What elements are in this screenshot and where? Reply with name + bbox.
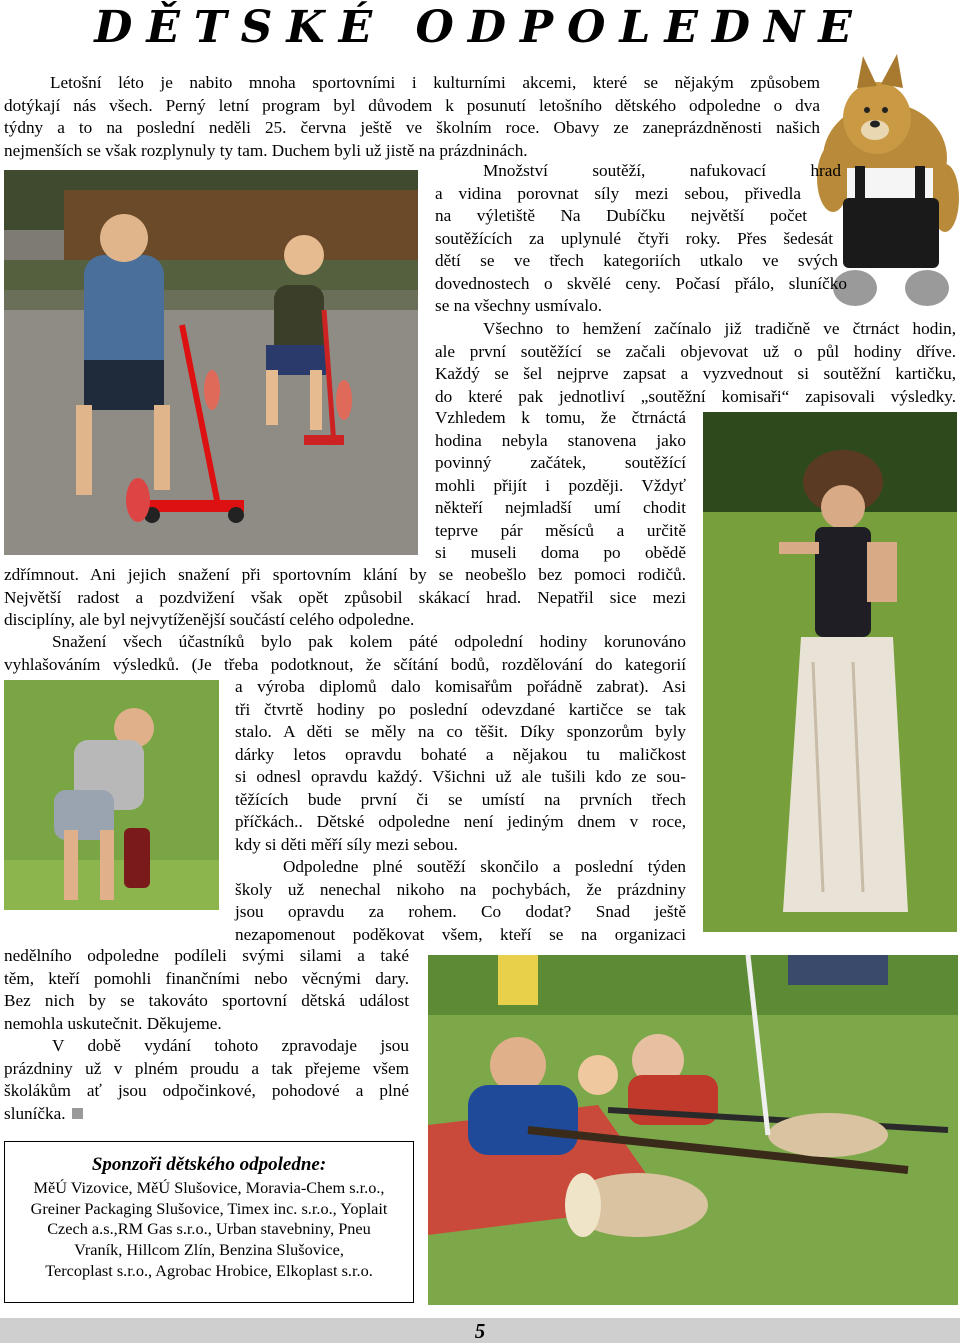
text-line-end: sluníčka. — [4, 1103, 66, 1123]
text-line: nezapomenout poděkovat všem, kteří se na organizaci — [235, 924, 686, 944]
paragraph-thanks — [4, 945, 409, 1125]
text-line: zdřímnout. Ani jejich snažení při sportovním klání by se neobešlo bez pomoci rodičů. — [4, 565, 686, 584]
text-line: Největší radost a pozdvižení však opět způsobil skákací hrad. Nepatřil sice mezi — [4, 587, 686, 607]
text-line: dotýkají nás všech. Perný letní program byl důvodem k posunutí letošního dětského odpoledne o dva — [4, 95, 820, 115]
text-line: ale první soutěžící se začali objevovat už o půl hodiny dříve. — [435, 341, 956, 361]
paragraph-intro — [4, 72, 820, 162]
text-line: dovednostech o skvělé ceny. Počasí přálo, sluníčko — [435, 273, 847, 293]
text-line: disciplíny, ale byl nejvytíženější součástí celého odpoledne. — [4, 610, 415, 629]
text-line: stalo. A děti se měly na co těšit. Díky sponzorům byly — [235, 722, 686, 741]
paragraph-prizes — [235, 676, 686, 946]
text-line: prázdniny už v plném proudu a tak přejeme všem — [4, 1058, 409, 1078]
text-line: Každý se šel nejprve zapsat a vyzvednout si soutěžní kartičku, — [435, 364, 956, 383]
text-line: na výletiště Na Dubíčku největší počet — [435, 206, 807, 225]
text-line: kdy si děti měří síly mezi sebou. — [235, 834, 458, 854]
text-line: nemohla uskutečnit. Děkujeme. — [4, 1013, 222, 1033]
text-line: týdny a to na poslední neděli 25. června ještě ve školním roce. Obavy ze zaneprázdněnosti našich — [4, 118, 820, 137]
text-line: Všechno to hemžení začínalo již tradičně ve čtrnáct hodin, — [483, 319, 956, 338]
text-line: nedělního odpoledne podíleli svými silami a také — [4, 946, 409, 965]
sponsor-line: Vraník, Hillcom Zlín, Benzina Slušovice, — [74, 1240, 344, 1260]
text-line: hodina nebyla stanovena jako — [435, 430, 686, 450]
text-line — [4, 1103, 409, 1126]
text-line: Odpoledne plné soutěží skončilo a poslední týden — [283, 857, 686, 876]
paragraph-start — [435, 318, 956, 408]
paragraph-competitions — [435, 160, 847, 318]
text-line: soutěžících za uplynulé čtyři roky. Přes šedesát — [435, 228, 833, 248]
photo-children-on-scooters — [4, 170, 418, 555]
sponsor-line: Greiner Packaging Slušovice, Timex inc. s.r.o., Yoplait — [30, 1198, 388, 1218]
sponsor-line: Tercoplast s.r.o., Agrobac Hrobice, Elkoplast s.r.o. — [45, 1260, 373, 1280]
text-line: Letošní léto je nabito mnoha sportovními i kulturními akcemi, které se nějakým způsobem — [50, 73, 820, 92]
text-line: školy už nenechal nikoho na pochybách, že prázdniny — [235, 879, 686, 899]
sponsor-line: Czech a.s.,RM Gas s.r.o., Urban stavebniny, Pneu — [47, 1219, 371, 1239]
photo-air-rifle-shooting — [428, 955, 958, 1305]
paragraph-late-arrivals — [435, 407, 686, 565]
text-line: dárky letos opravdu bohaté a nějakou tu maličkost — [235, 744, 686, 764]
page-number: 5 — [474, 1319, 486, 1343]
text-line: těžících bude první či se umístí na prvních třech — [235, 789, 686, 809]
text-line: V době vydání tohoto zpravodaje jsou — [52, 1036, 409, 1055]
text-line: si museli doma po obědě — [435, 543, 686, 562]
photo-boy-with-extinguisher — [4, 680, 219, 910]
paragraph-castle — [4, 564, 686, 632]
sponsors-heading: Sponzoři dětského odpoledne: — [91, 1154, 327, 1175]
text-line: do které pak jednotliví „soutěžní komisaři“ zapisovali výsledky. — [435, 386, 956, 406]
text-line: nejmenších se však rozplynuly ty tam. Duchem byli už jistě na prázdninách. — [4, 140, 528, 160]
text-line: povinný začátek, soutěžící — [435, 453, 686, 472]
text-line: jsou opravdu za rohem. Co dodat? Snad ještě — [235, 902, 686, 921]
photo-sack-race-girl — [703, 412, 957, 932]
text-line: tři čtvrtě hodiny po poslední odevzdané kartičce se tak — [235, 699, 686, 719]
text-line: Vzhledem k tomu, že čtrnáctá — [435, 408, 686, 427]
text-line: těm, kteří pomohli finančními nebo věcnými dary. — [4, 968, 409, 988]
text-line: dětí se ve třech kategoriích utkalo ve svých — [435, 251, 838, 270]
text-line: si odnesl opravdu každý. Všichni už ale tušili kdo ze sou- — [235, 767, 686, 786]
text-line: Snažení všech účastníků bylo pak kolem páté odpolední hodiny korunováno — [52, 632, 686, 651]
text-line: někteří nejmladší umí chodit — [435, 498, 686, 517]
sponsors-box — [4, 1141, 414, 1303]
text-line: se na všechny usmívalo. — [435, 296, 603, 315]
text-line: a vidina porovnat síly mezi sebou, přivedla — [435, 183, 801, 203]
text-line: mohli přijít i později. Vždyť — [435, 475, 686, 495]
paragraph-results — [4, 631, 686, 676]
end-square-icon — [72, 1108, 83, 1119]
text-line: Množství soutěží, nafukovací hrad — [483, 161, 841, 180]
text-line: a výroba diplomů dalo komisařům pořádně zabrat). Asi — [235, 677, 686, 696]
text-line: školákům ať jsou odpočinkové, pohodové a plné — [4, 1081, 409, 1100]
text-line: vyhlašováním výsledků. (Je třeba podotknout, že sčítání bodů, rozdělování do kategorií — [4, 654, 686, 674]
page-title: DĚTSKÉ ODPOLEDNE — [94, 2, 866, 53]
text-line: teprve pár měsíců a určitě — [435, 520, 686, 540]
sponsor-line: MěÚ Vizovice, MěÚ Slušovice, Moravia-Chem s.r.o., — [33, 1177, 385, 1197]
text-line: příčkách.. Dětské odpoledne není jediným dnem v roce, — [235, 812, 686, 831]
text-line: Bez nich by se takováto sportovní dětská událost — [4, 991, 409, 1010]
